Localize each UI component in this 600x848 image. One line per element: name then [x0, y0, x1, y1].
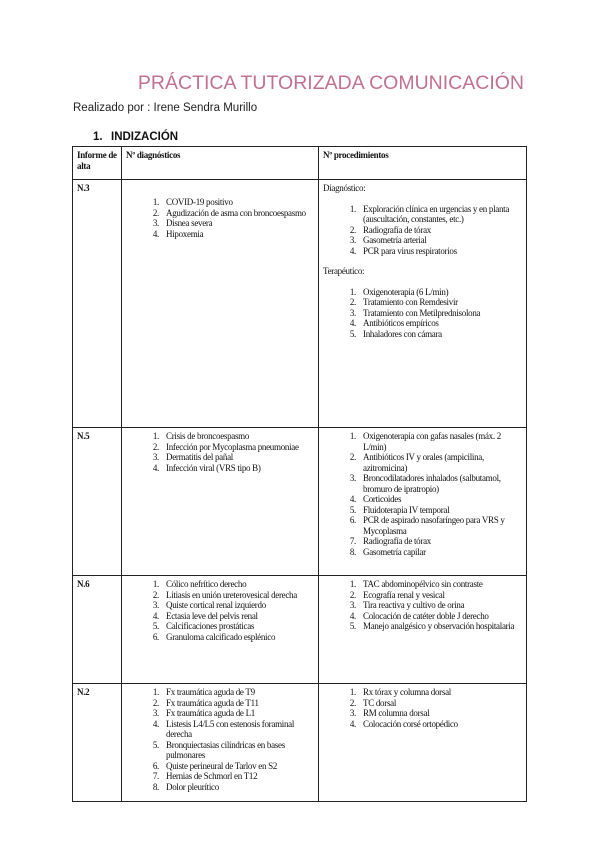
- list-item: Fluidoterapia IV temporal: [363, 504, 450, 515]
- procedure-group-title: Terapéutico:: [323, 266, 365, 276]
- list-item: Disnea severa: [166, 218, 213, 228]
- list-item: Inhaladores con cámara: [363, 328, 442, 339]
- list-item: Agudización de asma con broncoespasmo: [166, 207, 306, 218]
- list-item: Ectasia leve del pelvis renal: [166, 610, 258, 621]
- diagnostics-cell: [122, 428, 319, 576]
- diagnostics-list: [126, 197, 314, 239]
- list-item: Bronquiectasias cilíndricas en bases pulmonares: [166, 739, 285, 760]
- procedure-group-title: Diagnóstico:: [323, 183, 366, 193]
- list-item: Dolor pleurítico: [166, 781, 219, 792]
- list-item: Broncodilatadores inhalados (salbutamol, bromuro de ipratropio): [363, 473, 501, 494]
- table-header-row: [73, 147, 527, 180]
- table-row: [73, 684, 527, 802]
- list-item: Tratamiento con Metilprednisolona: [363, 307, 481, 318]
- list-item: Litiasis en unión ureterovesical derecha: [166, 589, 297, 600]
- diagnostics-list: [126, 431, 314, 473]
- row-label: N.5: [73, 428, 122, 576]
- list-item: Manejo analgésico y observación hospitalaria: [363, 621, 515, 631]
- list-item: Oxigenoterapia con gafas nasales (máx. 2 L/min): [363, 431, 501, 452]
- list-item: Quiste perineural de Tarlov en S2: [166, 760, 278, 771]
- list-item: Exploración clínica en urgencias y en planta (auscultación, constantes, etc.): [363, 203, 510, 224]
- list-item: Gasometría arterial: [363, 235, 427, 245]
- list-item: Fx traumática aguda de T9: [166, 687, 255, 697]
- list-item: Fx traumática aguda de L1: [166, 708, 255, 718]
- list-item: Radiografía de tórax: [363, 224, 431, 235]
- list-item: Radiografía de tórax: [363, 536, 431, 546]
- list-item: PCR de aspirado nasofaríngeo para VRS y Mycoplasma: [363, 515, 505, 536]
- list-item: Oxigenoterapia (6 L/min): [363, 286, 449, 297]
- procedures-list: [323, 431, 522, 557]
- list-item: TC dorsal: [363, 697, 397, 708]
- list-item: Colocación de catéter doble J derecho: [363, 610, 489, 621]
- list-item: TAC abdominopélvico sin contraste: [363, 579, 483, 589]
- list-item: Ecografía renal y vesical: [363, 589, 445, 600]
- row-label: N.6: [73, 576, 122, 684]
- row-label: N.3: [73, 180, 122, 428]
- section-title: INDIZACIÓN: [111, 131, 179, 143]
- procedures-cell: [319, 180, 527, 428]
- list-item: Rx tórax y columna dorsal: [363, 687, 451, 697]
- document-title: PRÁCTICA TUTORIZADA COMUNICACIÓN: [137, 72, 524, 94]
- list-item: Tratamiento con Remdesivir: [363, 297, 458, 307]
- diagnostics-list: [126, 579, 314, 642]
- diagnostics-cell: [122, 576, 319, 684]
- list-item: Hipoxemia: [166, 228, 204, 239]
- list-item: Corticoides: [363, 494, 402, 504]
- list-item: Quiste cortical renal izquierdo: [166, 600, 266, 610]
- procedures-list: [323, 687, 522, 729]
- diagnostics-cell: [122, 180, 319, 428]
- procedures-cell: [319, 428, 527, 576]
- header-diagnosticos: Nº diagnósticos: [122, 147, 319, 180]
- list-item: Infección viral (VRS tipo B): [166, 462, 261, 473]
- table-row: [73, 428, 527, 576]
- list-item: Tira reactiva y cultivo de orina: [363, 600, 465, 610]
- list-item: Dermatitis del pañal: [166, 452, 233, 462]
- list-item: Calcificaciones prostáticas: [166, 621, 255, 631]
- diagnostics-list: [126, 687, 314, 792]
- document-author: Realizado por : Irene Sendra Murillo: [73, 102, 258, 114]
- list-item: Gasometría capilar: [363, 546, 426, 557]
- list-item: Fx traumática aguda de T11: [166, 697, 259, 708]
- procedures-list: [323, 204, 522, 257]
- row-label: N.2: [73, 684, 122, 802]
- indexing-table: [72, 146, 527, 802]
- list-item: Colocación corsé ortopédico: [363, 718, 458, 729]
- procedures-cell: [319, 684, 527, 802]
- procedures-cell: [319, 576, 527, 684]
- list-item: Infección por Mycoplasma pneumoniae: [166, 441, 299, 452]
- list-item: Granuloma calcificado esplénico: [166, 631, 276, 642]
- procedures-list: [323, 579, 522, 632]
- list-item: Cólico nefrítico derecho: [166, 579, 247, 589]
- table-row: [73, 576, 527, 684]
- section-heading: [93, 131, 178, 143]
- header-procedimientos: Nº procedimientos: [319, 147, 527, 180]
- diagnostics-cell: [122, 684, 319, 802]
- header-informe: Informe de alta: [73, 147, 122, 180]
- list-item: PCR para virus respiratorios: [363, 245, 457, 256]
- table-row: [73, 180, 527, 428]
- list-item: COVID-19 positivo: [166, 197, 233, 207]
- list-item: Listesis L4/L5 con estenosis foraminal derecha: [166, 718, 295, 739]
- list-item: Antibióticos empíricos: [363, 318, 439, 328]
- section-number: 1.: [93, 131, 103, 143]
- list-item: RM columna dorsal: [363, 708, 430, 718]
- list-item: Crisis de broncoespasmo: [166, 431, 250, 441]
- list-item: Antibióticos IV y orales (ampicilina, azitromicina): [363, 452, 484, 473]
- procedures-list: [323, 287, 522, 340]
- list-item: Hernias de Schmorl en T12: [166, 771, 258, 781]
